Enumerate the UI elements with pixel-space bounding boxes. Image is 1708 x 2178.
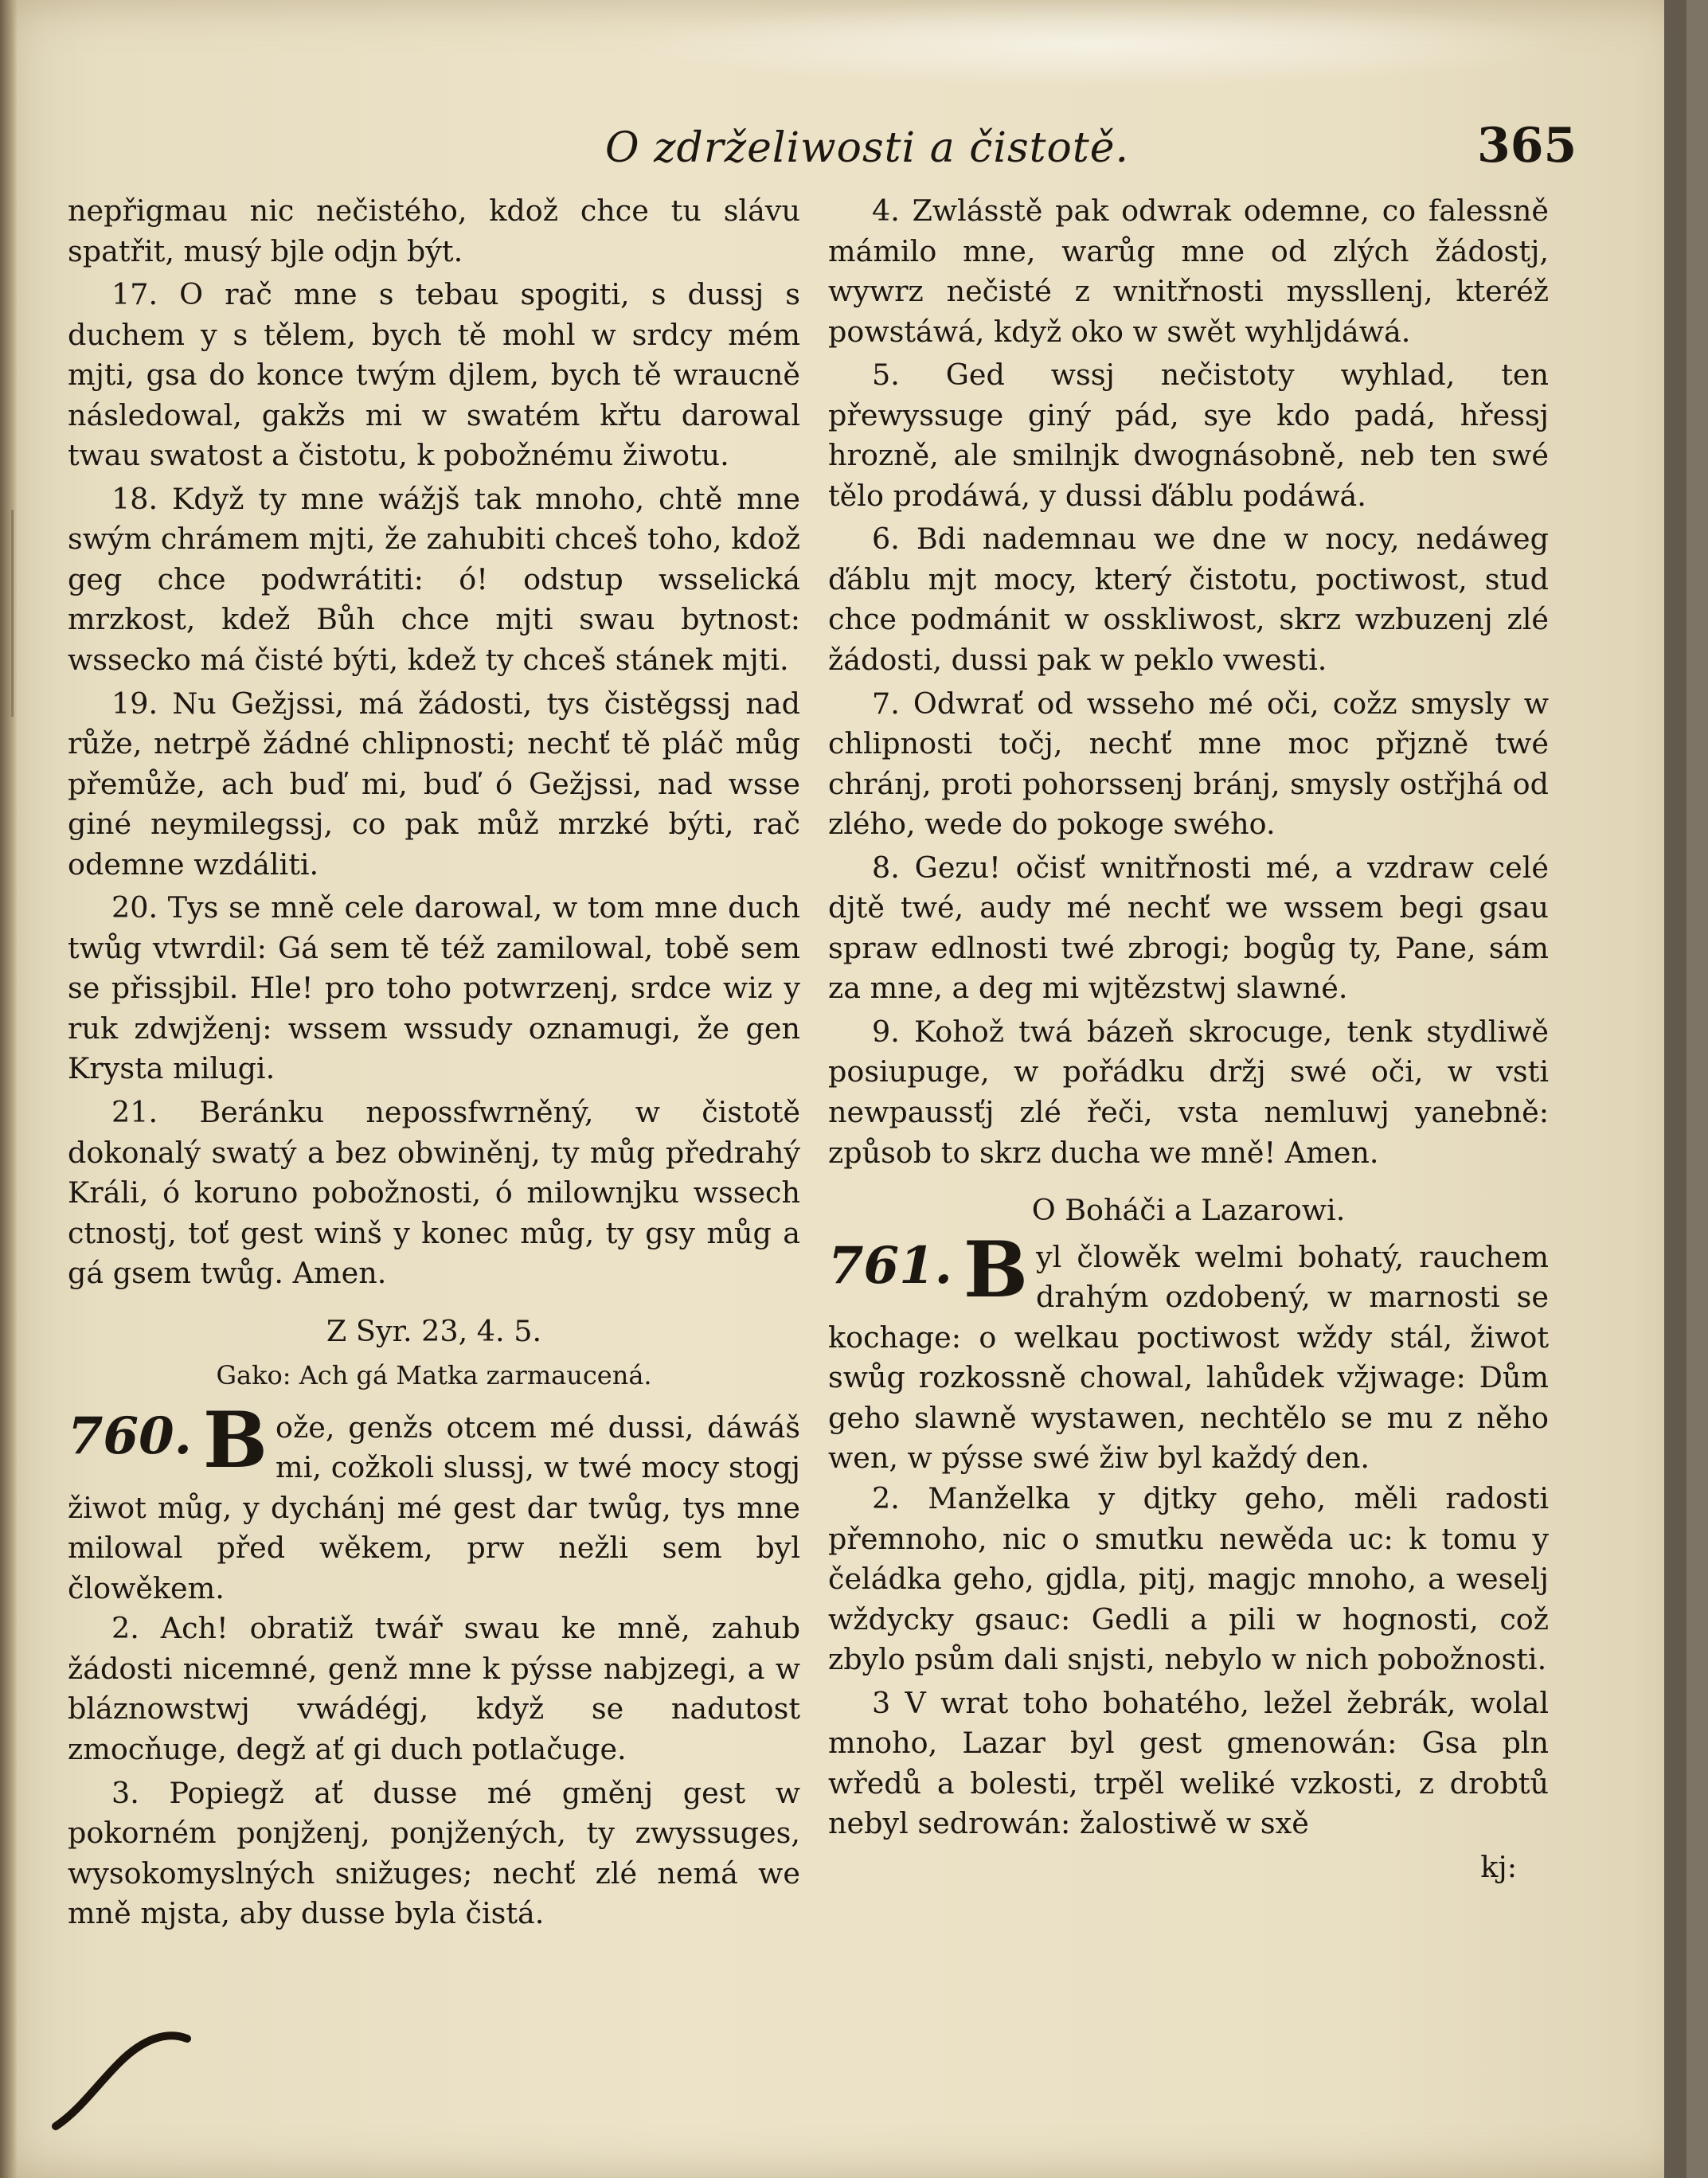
verse-9: 9. Kohož twá bázeň skrocuge, tenk stydliwě posiupuge, w pořádku držj swé oči, w vsti newpaussťj zlé řeči, vsta nemluwj yanebně: způsob to skrz ducha we mně! Amen. [828,1014,1549,1170]
verse-4: 4. Zwlásstě pak odwrak odemne, co falessně mámilo mne, warůg mne od zlých žádostj, wywrz nečisté z wnitřnosti myssllenj, kteréž powstáwá, když oko w swět wyhljdáwá. [828,194,1549,349]
verse-19: 19. Nu Gežjssi, má žádosti, tys čistěgssj nad růže, netrpě žádné chlipnosti; nechť tě pláč můg přemůže, ach buď mi, buď ó Gežjssi, nad wsse giné neymilegssj, co pak můž mrzké býti, rač odemne wzdáliti. [68,686,800,882]
running-title: O zdrželiwosti a čistotě. [605,124,1130,172]
ink-mark-icon [48,2023,191,2134]
tune-indication: Gako: Ach gá Matka zarmaucená. [216,1360,652,1391]
margin-line [11,510,14,717]
hymn-761 [828,1224,1549,1479]
verse-5: 5. Ged wssj nečistoty wyhlad, ten přewyssuge giný pád, sye kdo padá, hřessj hrozně, ale smilnjk dwognásobně, neb ten swé tělo prodáwá, y dussi ďáblu podáwá. [828,358,1549,513]
verse-21: 21. Beránku nepossfwrněný, w čistotě dokonalý swatý a bez obwiněnj, ty můg předrahý Králi, ó koruno pobožnosti, ó milownjku wssech ctnostj, toť gest winš y konec můg, ty gsy můg a gá gsem twůg. Amen. [68,1095,800,1291]
verse-18: 18. Když ty mne wážjš tak mnoho, chtě mne swým chrámem mjti, že zahubiti chceš toho, kdož geg chce podwrátiti: ó! odstup wsselická mrzkost, kdež Bůh chce mjti swau bytnost: wssecko má čisté býti, kdež ty chceš stánek mjti. [68,481,800,678]
hymn-760-text: ože, genžs otcem mé dussi, dáwáš mi, cožkoli slussj, w twé mocy stogj žiwot můg, y dychánj mé gest dar twůg, tys mne milowal před wěkem, prw nežli sem byl člowěkem. [68,1410,800,1605]
section-title: O Boháči a Lazarowi. [1031,1193,1346,1228]
verse-8: 8. Gezu! očisť wnitřnosti mé, a vzdraw celé djtě twé, audy mé nechť we wssem begi gsau spraw edlnosti twé zbrogi; bogůg ty, Pane, sám za mne, a deg mi wjtězstwj slawné. [828,850,1549,1006]
left-column [68,191,800,1938]
verse-2b: 2. Manželka y djtky geho, měli radosti přemnoho, nic o smutku newěda uc: k tomu y čeládka geho, gjdla, pitj, magjc mnoho, a weselj wždycky gsauc: Gedli a pili w hognosti, což zbylo psům dali snjsti, nebylo w nich pobožnosti. [828,1480,1549,1677]
drop-cap: B [963,1224,1029,1315]
verse-20: 20. Tys se mně cele darowal, w tom mne duch twůg vtwrdil: Gá sem tě též zamilowal, tobě sem se přissjbil. Hle! pro toho potwrzenj, srdce wiz y ruk zdwjženj: wssem wssudy oznamugi, že gen Krysta milugi. [68,890,800,1086]
paper-stain [621,0,1577,88]
hymn-760 [68,1394,800,1609]
drop-cap: B [202,1394,268,1485]
verse-3: 3. Popiegž ať dusse mé gměnj gest w pokorném ponjženj, ponjžených, ty zwyssuges, wysokomyslných snižuges; nechť zlé nemá we mně mjsta, aby dusse byla čistá. [68,1775,800,1931]
page-number: 365 [1477,118,1577,174]
verse-7: 7. Odwrať od wsseho mé oči, cožz smysly w chlipnosti točj, nechť mne moc přjzně twé chránj, proti pohorssenj bránj, smysly ostřjhá od zlého, wede do pokoge swého. [828,686,1549,842]
scripture-reference: Z Syr. 23, 4. 5. [326,1313,542,1348]
hymn-number: 761. [828,1235,952,1296]
verse-6: 6. Bdi nademnau we dne w nocy, nedáweg ďáblu mjt mocy, který čistotu, poctiwost, stud chce podmánit w osskliwost, skrz wzbuzenj zlé žádosti, dussi pak w peklo vwesti. [828,522,1549,678]
verse-17: 17. O rač mne s tebau spogiti, s dussj s duchem y s tělem, bych tě mohl w srdcy mém mjti, gsa do konce twým djlem, bych tě wraucně následowal, gakžs mi w swatém křtu darowal twau swatost a čistotu, k pobožnému žiwotu. [68,277,800,473]
hymn-761-text: yl člowěk welmi bohatý, rauchem drahým ozdobený, w marnosti se kochage: o welkau poctiwost wždy stál, žiwot swůg rozkossně chowal, lahůdek vžjwage: Dům geho slawně wystawen, nechtělo se mu z něho wen, w pýsse swé žiw byl každý den. [828,1239,1549,1476]
verse-continuation: nepřigmau nic nečistého, kdož chce tu slávu spatřit, musý bjle odjn být. [68,194,800,268]
book-spine [0,0,18,2178]
verse-3b: 3 V wrat toho bohatého, ležel žebrák, wolal mnoho, Lazar byl gest gmenowán: Gsa pln wředů a bolesti, trpěl weliké vzkosti, z drobtů nebyl sedrowán: žalostiwě w sxě [828,1685,1549,1841]
running-header [0,118,1687,182]
right-column [828,191,1549,1891]
catchword: kj: [1480,1849,1517,1884]
hymn-number: 760. [68,1406,192,1466]
verse-2: 2. Ach! obratiž twář swau ke mně, zahub žádosti nicemné, genž mne k pýsse nabjzegi, a w bláznowstwj vwádégj, když se nadutost zmocňuge, degž ať gi duch potlačuge. [68,1611,800,1766]
page-edge [1664,0,1687,2178]
